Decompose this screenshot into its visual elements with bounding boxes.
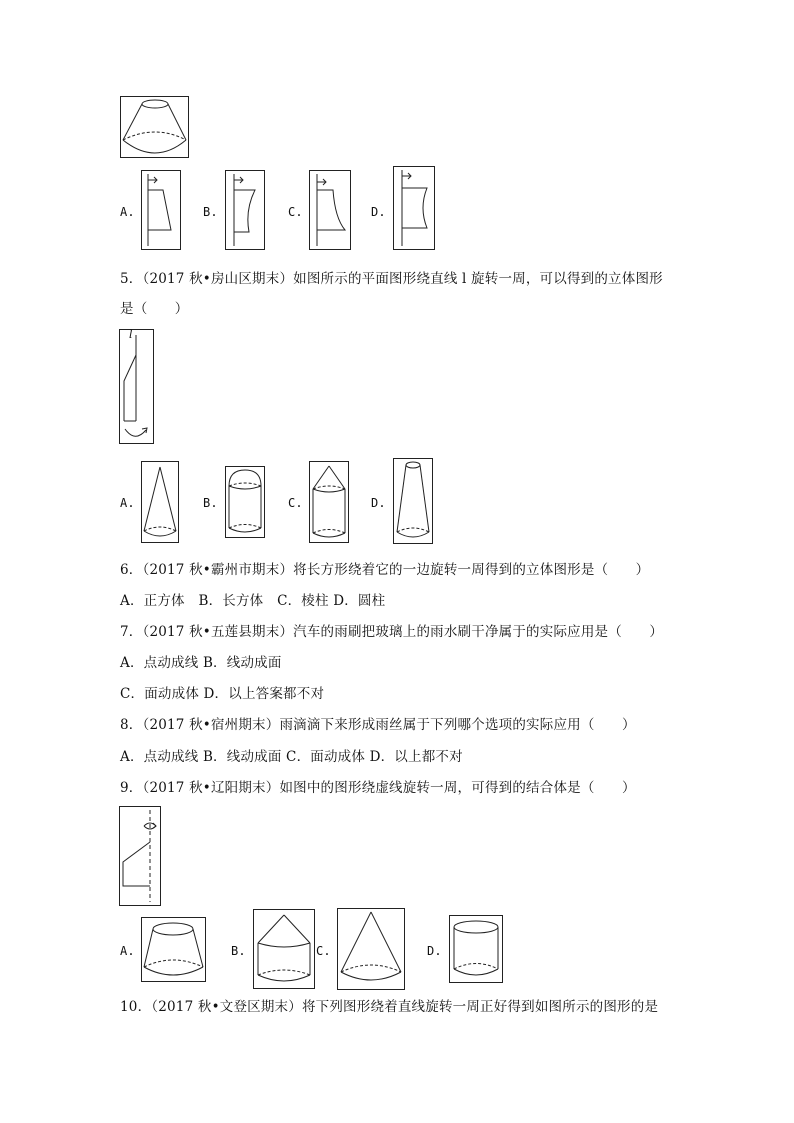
q4-option-a-label[interactable]: A.: [120, 205, 135, 219]
q7-stem: 7．（2017 秋•五莲县期末）汽车的雨刷把玻璃上的雨水刷干净属于的实际应用是（ ）: [120, 624, 664, 640]
q5-option-c-cone-cylinder[interactable]: [309, 461, 349, 543]
q4-option-b-label[interactable]: B.: [203, 205, 218, 219]
q4-option-c-label[interactable]: C.: [288, 205, 303, 219]
q6-choices[interactable]: A．正方体 B．长方体 C．棱柱 D．圆柱: [120, 593, 386, 609]
q5-option-a-label[interactable]: A.: [120, 496, 135, 510]
q5-stem-line2: 是（ ）: [120, 301, 189, 317]
q9-option-a-label[interactable]: A.: [120, 944, 135, 958]
q8-stem: 8．（2017 秋•宿州期末）雨滴滴下来形成雨丝属于下列哪个选项的实际应用（ ）: [120, 717, 636, 733]
q9-option-a-frustum[interactable]: [141, 917, 207, 983]
rotation-figure-q9: [119, 806, 161, 906]
frustum-figure: [120, 96, 190, 158]
q8-choices[interactable]: A．点动成线 B．线动成面 C．面动成体 D．以上都不对: [120, 749, 463, 765]
q4-option-c-figure[interactable]: [309, 170, 351, 250]
axis-label-l: l: [129, 328, 133, 341]
q7-choices-line2[interactable]: C．面动成体 D．以上答案都不对: [120, 686, 325, 702]
q5-option-c-label[interactable]: C.: [288, 496, 303, 510]
q5-option-b-label[interactable]: B.: [203, 496, 218, 510]
q9-stem: 9．（2017 秋•辽阳期末）如图中的图形绕虚线旋转一周，可得到的结合体是（ ）: [120, 780, 636, 796]
q9-option-d-label[interactable]: D.: [427, 944, 442, 958]
q9-option-d-cylinder[interactable]: [449, 915, 503, 983]
q9-option-c-cone[interactable]: [337, 908, 405, 990]
q6-stem: 6．（2017 秋•霸州市期末）将长方形绕着它的一边旋转一周得到的立体图形是（ ）: [120, 562, 650, 578]
q5-option-b-cylinder-hemisphere[interactable]: [225, 466, 265, 538]
q9-option-b-cone-cylinder[interactable]: [253, 909, 315, 989]
q9-option-b-label[interactable]: B.: [231, 944, 246, 958]
q10-stem: 10．（2017 秋•文登区期末）将下列图形绕着直线旋转一周正好得到如图所示的图形的是: [120, 999, 659, 1015]
q4-option-d-figure[interactable]: [393, 166, 435, 250]
q5-option-d-label[interactable]: D.: [371, 496, 386, 510]
q5-option-d-frustum[interactable]: [393, 458, 433, 544]
q7-choices-line1[interactable]: A．点动成线 B．线动成面: [120, 655, 282, 671]
q9-option-c-label[interactable]: C.: [316, 944, 331, 958]
rotation-figure-q5: [119, 329, 155, 445]
q5-stem-line1: 5．（2017 秋•房山区期末）如图所示的平面图形绕直线 l 旋转一周，可以得到的立体图形: [120, 271, 663, 287]
q4-option-a-figure[interactable]: [141, 170, 181, 250]
q4-option-b-figure[interactable]: [225, 170, 265, 250]
q4-option-d-label[interactable]: D.: [371, 205, 386, 219]
q5-option-a-cone[interactable]: [141, 461, 179, 543]
